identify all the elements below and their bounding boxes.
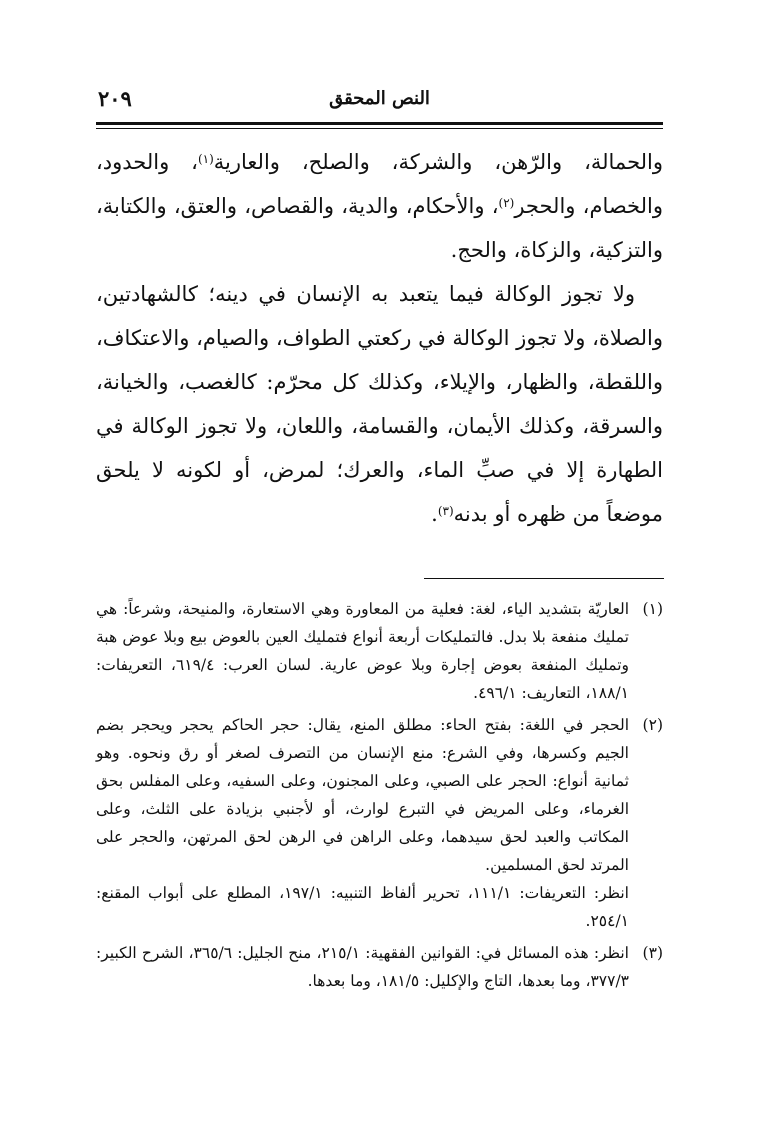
paragraph-1-text-3: ، والأحكام، والدية، والقصاص، والعتق، والكتابة، والتزكية، والزكاة، والحج. xyxy=(96,194,663,262)
paragraph-1 xyxy=(96,140,663,272)
paragraph-1-text: والحمالة، والرّهن، والشركة، والصلح، والعارية xyxy=(213,150,663,174)
footnote-number: (٢) xyxy=(642,716,663,734)
footnote-number: (٣) xyxy=(642,944,663,962)
page-header xyxy=(98,86,661,120)
header-rule-thin xyxy=(96,128,663,129)
footnote-text: انظر: هذه المسائل في: القوانين الفقهية: ٢١٥/١، منح الجليل: ٣٦٥/٦، الشرح الكبير: ٣٧٧/٣، وما بعدها، التاج والإكليل: ١٨١/٥، وما بعدها. xyxy=(96,944,629,990)
paragraph-2-text: ولا تجوز الوكالة فيما يتعبد به الإنسان في دينه؛ كالشهادتين، والصلاة، ولا تجوز الوكالة في ركعتي الطواف، والصيام، والاعتكاف، واللقطة، والظهار، والإيلاء، وكذلك كل محرّم: كالغصب، والخيانة، والسرقة، وكذلك الأيمان، والقسامة، واللعان، ولا تجوز الوكالة في الطهارة إلا في صبِّ الماء، والعرك؛ لمرض، أو لكونه لا يلحق موضعاً من ظهره أو بدنه xyxy=(96,282,663,526)
footnote-2 xyxy=(96,711,663,935)
footnote-references: انظر: التعريفات: ١١١/١، تحرير ألفاظ التنبيه: ١٩٧/١، المطلع على أبواب المقنع: ٢٥٤/١. xyxy=(96,884,629,930)
footnote-3 xyxy=(96,939,663,995)
footnote-number: (١) xyxy=(642,600,663,618)
paragraph-2 xyxy=(96,272,663,536)
running-title: النص المحقق xyxy=(329,88,430,109)
footnote-text: الحجر في اللغة: بفتح الحاء: مطلق المنع، يقال: حجر الحاكم يحجر ويحجر بضم الجيم وكسرها، وفي الشرع: منع الإنسان من التصرف لصغر أو رق ونحوه. وهو ثمانية أنواع: الحجر على الصبي، وعلى المجنون، وعلى السفيه، وعلى المفلس بحق الغرماء، وعلى المريض في التبرع لوارث، أو لأجنبي بزيادة على الثلث، وعلى المكاتب والعبد لحق سيدهما، وعلى الراهن في الرهن لحق المرتهن، والحجر على المرتد لحق المسلمين. xyxy=(96,716,629,874)
footnote-ref-3[interactable]: (٣) xyxy=(437,504,454,518)
main-text xyxy=(96,140,663,536)
footnotes xyxy=(96,595,663,999)
page-number: ٢٠٩ xyxy=(98,86,132,111)
footnote-text: العاريّة بتشديد الياء، لغة: فعلية من المعاورة وهي الاستعارة، والمنيحة، وشرعاً: هي تمليك منفعة بلا بدل. فالتمليكات أربعة أنواع فتمليك العين بالعوض بيع وبلا عوض هبة وتمليك المنفعة بعوض إجارة وبلا عوض عارية. لسان العرب: ٦١٩/٤، التعريفات: ١٨٨/١، التعاريف: ٤٩٦/١. xyxy=(96,600,630,702)
footnote-ref-2[interactable]: (٢) xyxy=(498,196,515,210)
paragraph-2-end: . xyxy=(431,502,438,526)
footnote-1 xyxy=(96,595,663,707)
header-rule-thick xyxy=(96,122,663,125)
footnote-separator xyxy=(424,578,664,579)
paragraph-1-text-2: ، والحدود، والخصام، والحجر xyxy=(96,150,663,218)
footnote-ref-1[interactable]: (١) xyxy=(197,152,214,166)
